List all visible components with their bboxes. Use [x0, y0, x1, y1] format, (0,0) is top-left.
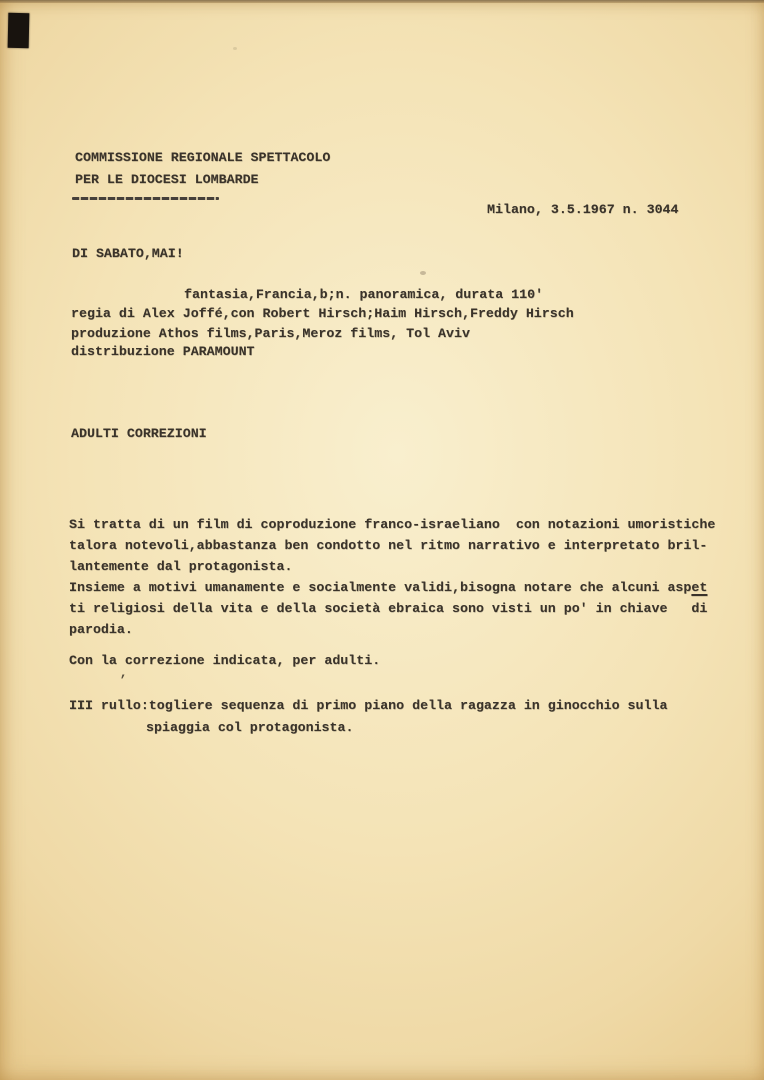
- paper-speck: [420, 271, 426, 275]
- film-title: DI SABATO,MAI!: [72, 246, 184, 261]
- cut-note-line2: spiaggia col protagonista.: [146, 720, 354, 735]
- letterhead-rule: [72, 197, 219, 200]
- credit-line-format: fantasia,Francia,b;n. panoramica, durata 110': [184, 287, 544, 302]
- stray-apostrophe-mark: ’: [119, 673, 127, 688]
- paper-speck: [233, 47, 237, 50]
- review-paragraph1-line1: Si tratta di un film di coproduzione franco-israeliano con notazioni umoristiche: [69, 517, 716, 532]
- review-paragraph2-line1-main: Insieme a motivi umanamente e socialmente validi,bisogna notare che alcuni asp: [69, 580, 692, 595]
- review-paragraph1-line3: lantemente dal protagonista.: [69, 559, 293, 574]
- cut-note-line1: III rullo:togliere sequenza di primo piano della ragazza in ginocchio sulla: [69, 698, 668, 713]
- verdict-line: Con la correzione indicata, per adulti.: [69, 653, 381, 668]
- review-paragraph2-line1-hyphen-underline: et: [691, 580, 708, 595]
- review-paragraph1-line2: talora notevoli,abbastanza ben condotto nel ritmo narrativo e interpretato bril-: [69, 538, 708, 553]
- rating-line: ADULTI CORREZIONI: [71, 426, 207, 441]
- dateline: Milano, 3.5.1967 n. 3044: [487, 202, 679, 217]
- scan-mark: [8, 13, 30, 48]
- credit-line-distribution: distribuzione PARAMOUNT: [71, 344, 255, 359]
- letterhead-line1: COMMISSIONE REGIONALE SPETTACOLO: [75, 150, 331, 165]
- review-paragraph2-line1: [69, 580, 707, 596]
- credit-line-director: regia di Alex Joffé,con Robert Hirsch;Haim Hirsch,Freddy Hirsch: [71, 306, 574, 321]
- credit-line-production: produzione Athos films,Paris,Meroz films, Tol Aviv: [71, 326, 470, 341]
- review-paragraph2-line2: ti religiosi della vita e della società ebraica sono visti un po' in chiave di: [69, 601, 708, 616]
- review-paragraph2-line3: parodia.: [69, 622, 133, 637]
- letterhead-line2: PER LE DIOCESI LOMBARDE: [75, 172, 259, 187]
